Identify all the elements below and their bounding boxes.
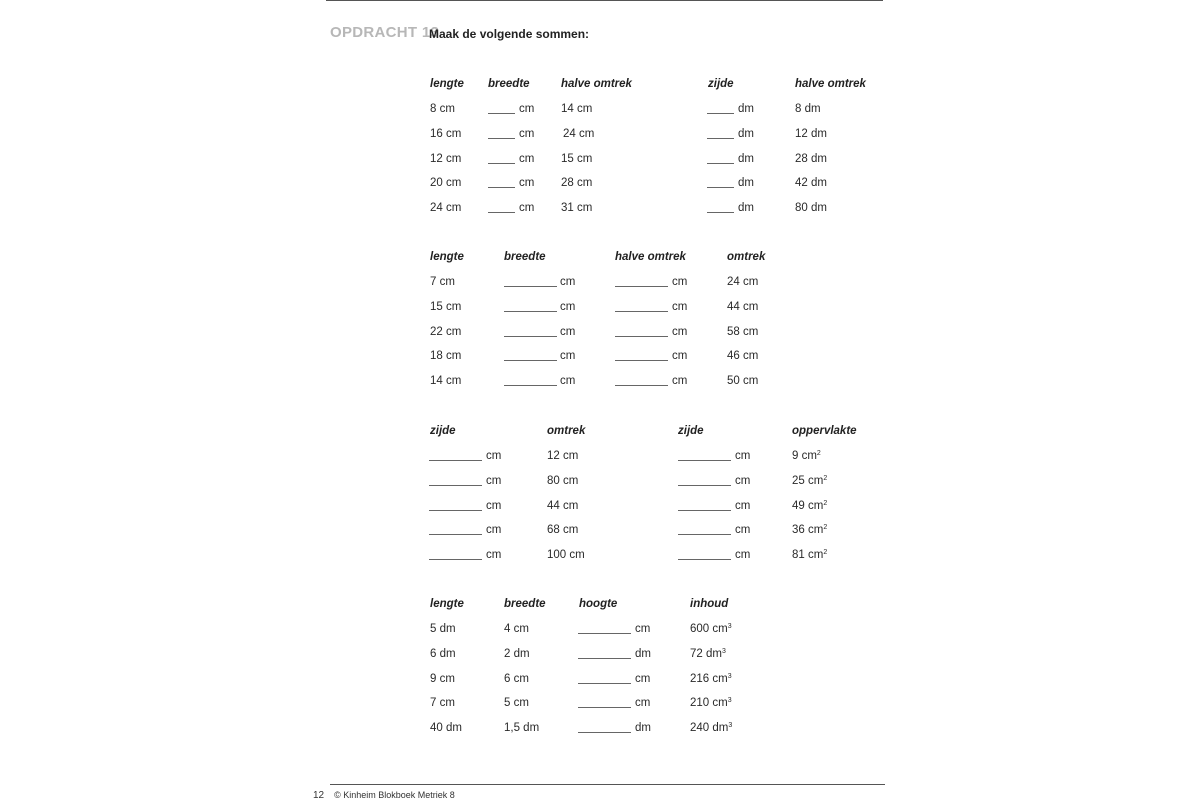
s1-lengte-cell: 20 cm [430,177,462,190]
s4-inhoud-cell-exponent: 3 [727,672,732,680]
s1-header-halve-omtrek: halve omtrek [561,78,632,90]
s1-breedte-answer-blank[interactable] [488,187,515,188]
assignment-instruction: Maak de volgende sommen: [429,27,590,41]
page-number: 12 [313,790,325,801]
s4-header-lengte: lengte [430,598,464,610]
s1b-zijde-unit: dm [738,103,754,115]
s1-halve-omtrek-cell: 24 cm [563,127,595,140]
s3b-oppervlakte-cell-exponent: 2 [823,474,828,482]
s3b-oppervlakte-cell-exponent: 2 [816,450,821,457]
s1-header-lengte: lengte [430,78,464,90]
s1-lengte-cell: 12 cm [430,152,462,165]
s4-inhoud-cell-value: 210 cm [690,697,728,710]
s3b-zijde-answer-blank[interactable] [678,485,731,486]
s2-breedte-answer-blank[interactable] [504,360,557,361]
s2-halve-omtrek-unit: cm [672,325,688,338]
s2-halve-omtrek-answer-blank[interactable] [615,311,668,312]
s3-zijde-unit: cm [486,450,502,462]
s4-hoogte-answer-blank[interactable] [578,707,631,708]
s2-breedte-answer-blank[interactable] [504,311,557,312]
s2-halve-omtrek-unit: cm [672,350,688,363]
s3b-oppervlakte-cell-value: 81 cm [792,549,824,562]
s1-breedte-answer-blank[interactable] [488,138,515,139]
s2-omtrek-cell: 44 cm [727,300,759,313]
s3b-header-zijde: zijde [678,425,704,437]
s3-zijde-answer-blank[interactable] [429,460,482,461]
s3-omtrek-cell: 44 cm [547,499,579,512]
s1b-zijde-unit: dm [738,127,754,140]
s2-halve-omtrek-answer-blank[interactable] [615,336,668,337]
s3-zijde-unit: cm [486,499,502,512]
s4-breedte-cell: 2 dm [504,647,530,660]
s3-zijde-answer-blank[interactable] [429,485,482,486]
s3b-zijde-unit: cm [735,450,751,462]
s4-breedte-cell: 1,5 dm [504,722,540,735]
s1b-zijde-answer-blank[interactable] [707,138,734,139]
s1b-zijde-answer-blank[interactable] [707,113,734,114]
s3b-oppervlakte-cell [792,474,827,488]
s3b-zijde-answer-blank[interactable] [678,534,731,535]
s1-lengte-cell: 8 cm [430,103,455,115]
s3b-zijde-unit: cm [735,474,751,487]
s4-breedte-cell: 6 cm [504,672,529,685]
s3b-header-oppervlakte: oppervlakte [792,425,857,437]
s4-hoogte-answer-blank[interactable] [578,683,631,684]
s3b-oppervlakte-cell [792,548,827,562]
s3b-oppervlakte-cell-exponent: 2 [823,524,828,532]
s1b-halve-omtrek-cell: 28 dm [795,152,827,165]
s3b-oppervlakte-cell-value: 9 cm [792,450,817,462]
s1b-halve-omtrek-cell: 42 dm [795,177,827,190]
s4-breedte-cell: 4 cm [504,623,529,635]
s3b-zijde-unit: cm [735,549,751,562]
s4-breedte-cell: 5 cm [504,697,529,710]
s1-halve-omtrek-cell: 15 cm [561,152,593,165]
copyright-text: © Kinheim Blokboek Metriek 8 [334,790,455,800]
s4-inhoud-cell-value: 240 dm [690,722,729,735]
s3-header-zijde: zijde [430,425,456,437]
s4-inhoud-cell-value: 600 cm [690,623,728,635]
s1-halve-omtrek-cell: 28 cm [561,177,593,190]
s4-hoogte-answer-blank[interactable] [578,658,631,659]
s4-hoogte-unit: cm [635,697,651,710]
s4-hoogte-unit: cm [635,672,651,685]
s4-hoogte-unit: cm [635,623,651,635]
s2-lengte-cell: 18 cm [430,350,462,363]
s1b-halve-omtrek-cell: 12 dm [795,127,827,140]
s3-zijde-unit: cm [486,474,502,487]
top-rule [326,0,883,1]
page-footer [313,790,455,801]
s3-zijde-unit: cm [486,524,502,537]
s2-omtrek-cell: 46 cm [727,350,759,363]
s1b-halve-omtrek-cell: 80 dm [795,202,827,215]
s4-inhoud-cell [690,672,732,686]
s3b-zijde-answer-blank[interactable] [678,559,731,560]
s1-breedte-unit: cm [519,202,535,215]
s2-header-breedte: breedte [504,251,546,263]
s2-omtrek-cell: 50 cm [727,375,759,388]
s3b-oppervlakte-cell [792,499,827,513]
s1-breedte-unit: cm [519,127,535,140]
s3-zijde-answer-blank[interactable] [429,510,482,511]
s2-breedte-answer-blank[interactable] [504,336,557,337]
s1b-header-zijde: zijde [708,78,734,90]
s1-breedte-answer-blank[interactable] [488,113,515,114]
s4-inhoud-cell-exponent: 3 [727,697,732,705]
s1-breedte-answer-blank[interactable] [488,163,515,164]
s4-hoogte-answer-blank[interactable] [578,732,631,733]
s3b-oppervlakte-cell [792,449,821,463]
s4-lengte-cell: 6 dm [430,647,456,660]
s3b-oppervlakte-cell-exponent: 2 [823,549,828,557]
s2-breedte-unit: cm [560,350,576,363]
s4-hoogte-answer-blank[interactable] [578,633,631,634]
s2-breedte-unit: cm [560,325,576,338]
s3b-oppervlakte-cell-value: 36 cm [792,524,824,537]
s3-header-omtrek: omtrek [547,425,586,437]
s2-breedte-unit: cm [560,300,576,313]
s3b-oppervlakte-cell [792,523,827,537]
s3-omtrek-cell: 12 cm [547,450,579,462]
s4-header-hoogte: hoogte [579,598,618,610]
s3b-oppervlakte-cell-exponent: 2 [823,499,828,507]
s3b-oppervlakte-cell-value: 25 cm [792,474,824,487]
s2-breedte-answer-blank[interactable] [504,286,557,287]
s1b-zijde-unit: dm [738,152,754,165]
s1b-zijde-unit: dm [738,202,754,215]
s2-breedte-answer-blank[interactable] [504,385,557,386]
s2-halve-omtrek-answer-blank[interactable] [615,360,668,361]
s1-halve-omtrek-cell: 14 cm [561,103,593,115]
s3b-oppervlakte-cell-value: 49 cm [792,499,824,512]
s1-breedte-answer-blank[interactable] [488,212,515,213]
s3-zijde-unit: cm [486,549,502,562]
s4-header-breedte: breedte [504,598,546,610]
s2-omtrek-cell: 24 cm [727,276,759,288]
s4-lengte-cell: 9 cm [430,672,455,685]
s1b-header-halve-omtrek: halve omtrek [795,78,866,90]
s2-lengte-cell: 7 cm [430,276,455,288]
s2-header-lengte: lengte [430,251,464,263]
assignment-badge: OPDRACHT 13 [330,24,440,41]
s1b-zijde-answer-blank[interactable] [707,187,734,188]
s2-breedte-unit: cm [560,276,576,288]
s1b-halve-omtrek-cell: 8 dm [795,103,821,115]
s1b-zijde-unit: dm [738,177,754,190]
s2-halve-omtrek-answer-blank[interactable] [615,385,668,386]
s1b-zijde-answer-blank[interactable] [707,212,734,213]
s4-inhoud-cell-value: 72 dm [690,647,722,660]
s4-lengte-cell: 5 dm [430,623,456,635]
s4-inhoud-cell-value: 216 cm [690,672,728,685]
s4-inhoud-cell [690,622,732,636]
s4-lengte-cell: 40 dm [430,722,462,735]
s1-lengte-cell: 16 cm [430,127,462,140]
s4-inhoud-cell [690,647,726,661]
s3b-zijde-answer-blank[interactable] [678,510,731,511]
s4-hoogte-unit: dm [635,647,651,660]
s4-inhoud-cell [690,721,732,735]
s2-halve-omtrek-unit: cm [672,300,688,313]
s2-header-omtrek: omtrek [727,251,766,263]
s3-omtrek-cell: 68 cm [547,524,579,537]
s3-omtrek-cell: 80 cm [547,474,579,487]
s4-hoogte-unit: dm [635,722,651,735]
s3b-zijde-unit: cm [735,499,751,512]
s1b-zijde-answer-blank[interactable] [707,163,734,164]
s3-omtrek-cell: 100 cm [547,549,585,562]
s2-halve-omtrek-unit: cm [672,375,688,388]
s2-lengte-cell: 14 cm [430,375,462,388]
s1-breedte-unit: cm [519,177,535,190]
s4-lengte-cell: 7 cm [430,697,455,710]
s2-halve-omtrek-answer-blank[interactable] [615,286,668,287]
s3-zijde-answer-blank[interactable] [429,534,482,535]
s4-inhoud-cell-exponent: 3 [728,722,733,730]
s4-inhoud-cell [690,696,732,710]
s1-header-breedte: breedte [488,78,530,90]
s1-halve-omtrek-cell: 31 cm [561,202,593,215]
s1-lengte-cell: 24 cm [430,202,462,215]
s4-inhoud-cell-exponent: 3 [721,647,726,655]
s2-header-halve-omtrek: halve omtrek [615,251,686,263]
s3-zijde-answer-blank[interactable] [429,559,482,560]
s2-lengte-cell: 22 cm [430,325,462,338]
s3b-zijde-answer-blank[interactable] [678,460,731,461]
s4-header-inhoud: inhoud [690,598,729,610]
bottom-rule [330,784,885,785]
s1-breedte-unit: cm [519,103,535,115]
s2-lengte-cell: 15 cm [430,300,462,313]
s1-breedte-unit: cm [519,152,535,165]
s2-halve-omtrek-unit: cm [672,276,688,288]
s3b-zijde-unit: cm [735,524,751,537]
s2-omtrek-cell: 58 cm [727,325,759,338]
s2-breedte-unit: cm [560,375,576,388]
s4-inhoud-cell-exponent: 3 [727,623,732,630]
